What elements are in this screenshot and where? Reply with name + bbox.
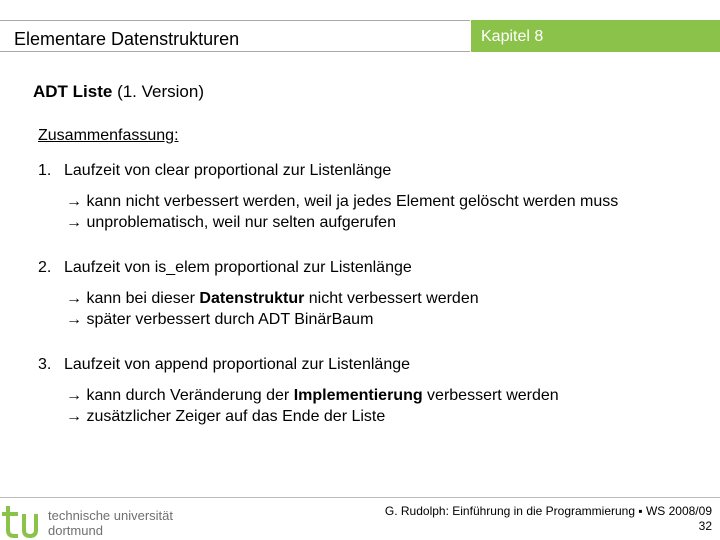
item-details [66, 385, 708, 427]
detail-strong: Datenstruktur [199, 290, 305, 307]
page-number: 32 [698, 519, 712, 533]
chapter-label: Kapitel 8 [481, 28, 544, 45]
detail-text: → zusätzlicher Zeiger auf das Ende der Liste [66, 408, 386, 425]
logo-line2: dortmund [48, 523, 103, 538]
item-number: 3. [38, 356, 52, 373]
list-item [38, 161, 708, 233]
slide-title-strong: ADT Liste [33, 82, 113, 101]
chapter-badge [471, 20, 720, 52]
item-number: 1. [38, 162, 52, 179]
detail-text: → kann nicht verbessert werden, weil ja jedes Element gelöscht werden muss [66, 193, 619, 210]
detail-line [66, 191, 708, 212]
detail-line [66, 212, 708, 233]
item-text: Laufzeit von clear proportional zur Listenlänge [64, 162, 392, 179]
item-text: Laufzeit von append proportional zur Listenlänge [64, 356, 411, 373]
header-bar [0, 20, 470, 52]
item-text: Laufzeit von is_elem proportional zur Listenlänge [64, 259, 412, 276]
detail-line [66, 406, 708, 427]
footer-credit: G. Rudolph: Einführung in die Programmierung ▪ WS 2008/09 [384, 504, 712, 518]
list-item [38, 258, 708, 330]
detail-text: → kann bei dieser [66, 290, 200, 307]
item-heading [38, 161, 708, 181]
summary-label: Zusammenfassung: [38, 127, 179, 144]
detail-text: → später verbessert durch ADT BinärBaum [66, 311, 374, 328]
item-details [66, 191, 708, 233]
detail-text-after: nicht verbessert werden [304, 290, 479, 307]
detail-line [66, 385, 708, 406]
slide-title-rest: (1. Version) [112, 82, 204, 101]
detail-text: → kann durch Veränderung der [66, 387, 294, 404]
item-heading [38, 355, 708, 375]
detail-line [66, 309, 708, 330]
item-heading [38, 258, 708, 278]
logo-line1: technische universität [48, 508, 174, 523]
detail-line [66, 288, 708, 309]
header-title: Elementare Datenstrukturen [14, 29, 240, 49]
detail-text: → unproblematisch, weil nur selten aufgerufen [66, 214, 396, 231]
detail-text-after: verbessert werden [422, 387, 559, 404]
detail-strong: Implementierung [293, 387, 423, 404]
footer-divider [0, 497, 720, 498]
list-item [38, 355, 708, 427]
slide-title [33, 82, 204, 102]
university-logo [0, 500, 200, 540]
item-number: 2. [38, 259, 52, 276]
item-details [66, 288, 708, 330]
tu-logo-icon [0, 500, 46, 540]
